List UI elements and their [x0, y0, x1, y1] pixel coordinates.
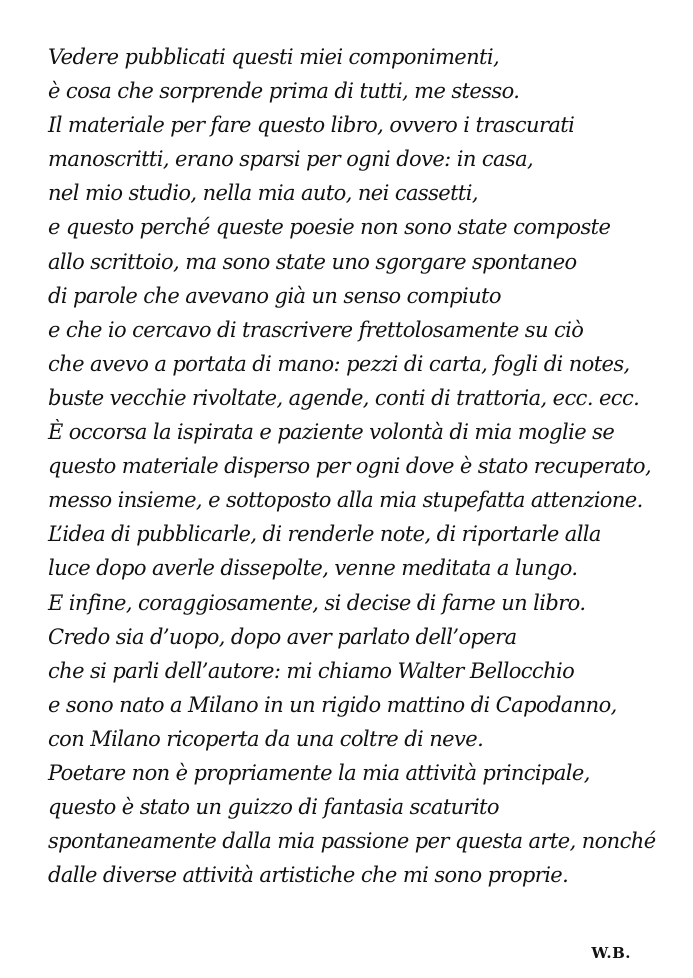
text-line: dalle diverse attività artistiche che mi sono proprie. — [48, 863, 569, 888]
text-line: buste vecchie rivoltate, agende, conti di trattoria, ecc. ecc. — [48, 385, 640, 410]
preface-text — [48, 40, 678, 892]
text-line: spontaneamente dalla mia passione per questa arte, nonché — [48, 829, 656, 854]
text-line: Credo sia d’uopo, dopo aver parlato dell’opera — [48, 624, 517, 649]
text-line: questo è stato un guizzo di fantasia scaturito — [48, 795, 499, 820]
text-line: Il materiale per fare questo libro, ovvero i trascurati — [48, 113, 575, 138]
signature-initials: W.B. — [591, 944, 631, 962]
text-line: con Milano ricoperta da una coltre di neve. — [48, 726, 484, 751]
text-line: luce dopo averle dissepolte, venne meditata a lungo. — [48, 556, 578, 581]
text-line: che avevo a portata di mano: pezzi di carta, fogli di notes, — [48, 351, 630, 376]
text-line: e che io cercavo di trascrivere frettolosamente su ciò — [48, 317, 584, 342]
text-line: L’idea di pubblicarle, di renderle note, di riportarle alla — [48, 522, 601, 547]
text-line: questo materiale disperso per ogni dove è stato recuperato, — [48, 454, 652, 479]
text-line: Poetare non è propriamente la mia attività principale, — [48, 760, 590, 785]
text-line: messo insieme, e sottoposto alla mia stupefatta attenzione. — [48, 488, 643, 513]
text-line: nel mio studio, nella mia auto, nei cassetti, — [48, 181, 478, 206]
text-line: Vedere pubblicati questi miei componimenti, — [48, 45, 500, 69]
text-line: che si parli dell’autore: mi chiamo Walter Bellocchio — [48, 658, 575, 683]
text-line: e sono nato a Milano in un rigido mattino di Capodanno, — [48, 692, 617, 717]
text-line: di parole che avevano già un senso compiuto — [48, 283, 501, 308]
text-line: E infine, coraggiosamente, si decise di farne un libro. — [48, 590, 586, 615]
text-line: È occorsa la ispirata e paziente volontà di mia moglie se — [48, 420, 615, 445]
text-line: e questo perché queste poesie non sono state composte — [48, 215, 611, 240]
text-line: allo scrittoio, ma sono state uno sgorgare spontaneo — [48, 249, 577, 274]
text-line: è cosa che sorprende prima di tutti, me stesso. — [48, 79, 520, 104]
text-line: manoscritti, erano sparsi per ogni dove: in casa, — [48, 147, 534, 172]
